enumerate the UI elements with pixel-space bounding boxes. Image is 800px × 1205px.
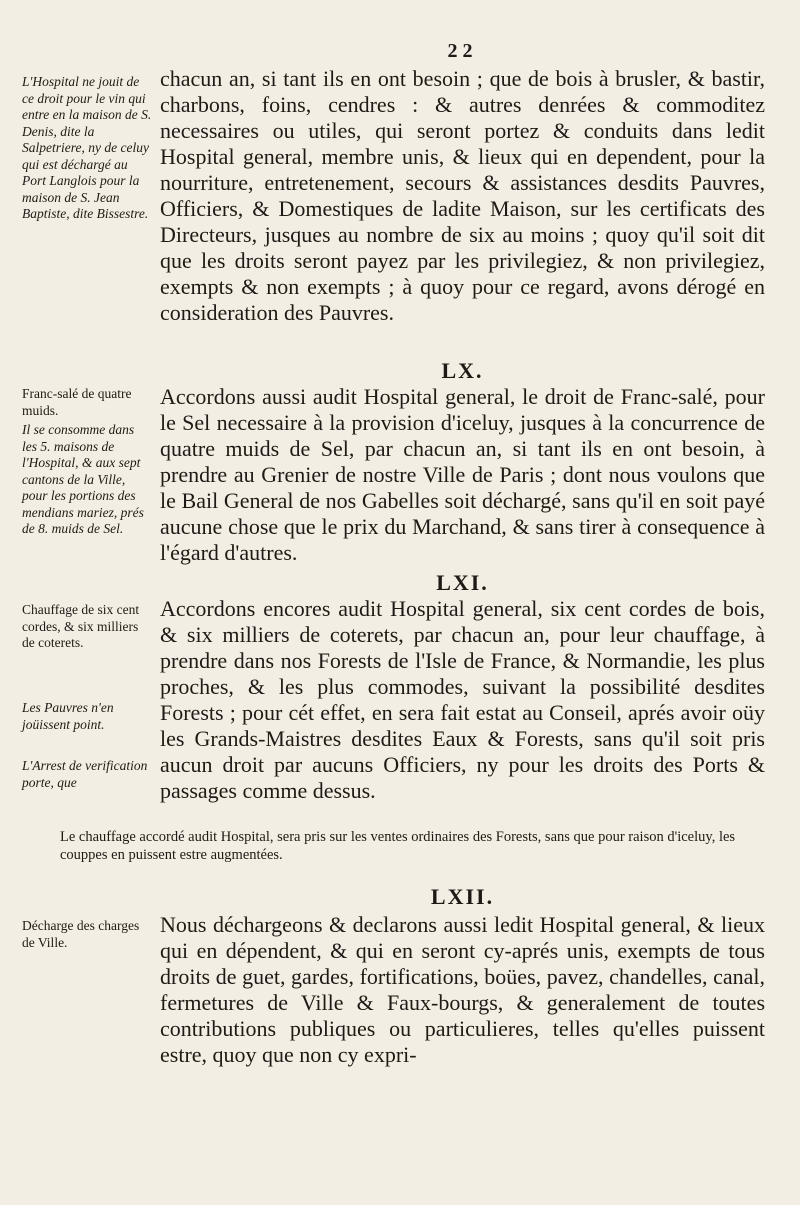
article-heading-lxi: LXI.	[436, 570, 489, 595]
page-number: 2 2	[447, 40, 473, 62]
article-heading-lx: LX.	[441, 358, 484, 383]
margin-note-salt-consumption: Il se consomme dans les 5. maisons de l'Hospital, & aux sept cantons de la Ville, pour les portions des mendians mariez, prés de 8. muids de Sel.	[22, 422, 144, 536]
margin-note-chauffage: Chauffage de six cent cordes, & six milliers de coterets.	[22, 602, 140, 650]
body-text: Nous déchargeons & declarons aussi ledit Hospital general, & lieux qui en dépendent, & qui en seront cy-aprés unis, exempts de tous droits de guet, gardes, fortifications, boües, pavez, chandelles, canal, fermetures de Ville & Faux-bourgs, & generalement de toutes contributions publiques ou particulieres, telles qu'elles puissent estre, quoy que non cy expri-	[160, 912, 765, 1067]
article-heading-lxii: LXII.	[430, 884, 495, 909]
margin-note-decharge: Décharge des charges de Ville.	[22, 918, 140, 950]
body-paragraph-continuation	[160, 66, 765, 326]
body-paragraph-lx	[160, 384, 765, 566]
margin-note-franc-sale: Franc-salé de quatre muids.	[22, 386, 132, 418]
margin-note-hospital-wine: L'Hospital ne jouit de ce droit pour le vin qui entre en la maison de S. Denis, dite la Salpetriere, ny de celuy qui est déchargé au Port Langlois pour la maison de S. Jean Baptiste, dite Bissestre.	[22, 74, 152, 221]
margin-note-pauvres: Les Pauvres n'en joüissent point.	[22, 700, 114, 732]
margin-note-arrest: L'Arrest de verification porte, que	[22, 758, 148, 790]
body-text: Accordons encores audit Hospital general, six cent cordes de bois, & six milliers de coterets, par chacun an, pour leur chauffage, à prendre dans nos Forests de l'Isle de France, & Normandie, les plus proches, & les plus commodes, suivant la possibilité desdites Forests ; pour cét effet, en sera fait estat au Conseil, aprés avoir oüy les Grands-Maistres desdites Eaux & Forests, sans qu'il soit pris aucun droit par aucuns Officiers, ny pour les droits des Ports & passages comme dessus.	[160, 596, 765, 803]
body-paragraph-lxii	[160, 912, 765, 1068]
body-text: Accordons aussi audit Hospital general, le droit de Franc-salé, pour le Sel necessaire à la provision d'iceluy, jusques à la concurrence de quatre muids de Sel, par chacun an, si tant ils en ont besoin, à prendre au Grenier de nostre Ville de Paris ; dont nous voulons que le Bail General de nos Gabelles soit déchargé, sans qu'il en soit payé aucune chose que le prix du Marchand, & sans tirer à consequence à l'égard d'autres.	[160, 384, 765, 565]
body-paragraph-lxi	[160, 596, 765, 804]
body-text: chacun an, si tant ils en ont besoin ; que de bois à brusler, & bastir, charbons, foins, cendres : & autres denrées & commoditez necessaires ou utiles, qui seront portez & conduits dans ledit Hospital general, membre unis, & lieux qui en dependent, pour la nourriture, entretenement, secours & assistances desdits Pauvres, Officiers, & Domestiques de ladite Maison, sur les certificats des Directeurs, jusques au nombre de six au moins ; quoy qu'il soit dit que les droits seront payez par les privilegiez, & non privilegiez, exempts & non exempts ; à quoy pour ce regard, avons dérogé en consideration des Pauvres.	[160, 66, 765, 325]
footnote-chauffage: Le chauffage accordé audit Hospital, sera pris sur les ventes ordinaires des Forests, sans que pour raison d'iceluy, les couppes en puissent estre augmentées.	[60, 829, 736, 863]
